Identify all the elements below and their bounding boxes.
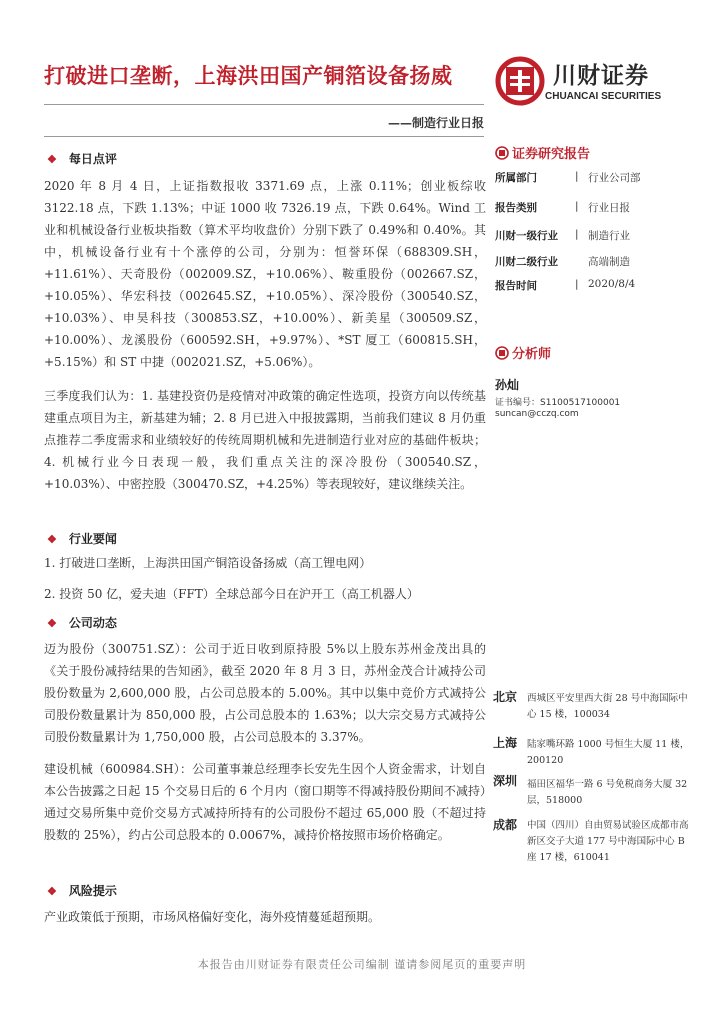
analyst-email[interactable]: suncan@cczq.com: [495, 409, 579, 419]
info-value: 行业日报: [588, 202, 630, 214]
info-key: 川财二级行业: [495, 256, 558, 268]
report-title: 打破进口垄断，上海洪田国产铜箔设备扬威: [44, 63, 453, 88]
office-city: 上海: [493, 736, 518, 750]
section-news-heading: [47, 530, 117, 547]
footer-disclaimer: 本报告由川财证券有限责任公司编制 谨请参阅尾页的重要声明: [197, 958, 527, 971]
info-key: 报告类别: [495, 202, 537, 214]
info-value: 2020/8/4: [588, 278, 636, 290]
analyst-title: 分析师: [512, 347, 552, 362]
section-company-heading: [47, 614, 117, 631]
header-rule: [44, 104, 484, 105]
subtitle-rule: [44, 136, 484, 137]
office-city: 深圳: [493, 774, 518, 788]
analyst-cert: 证书编号：S1100517100001: [495, 398, 621, 408]
logo-name-en: CHUANCAI SECURITIES: [545, 91, 662, 102]
info-key: 所属部门: [495, 172, 537, 184]
news-item: 2. 投资 50 亿，爱夫迪（FFT）全球总部今日在沪开工（高工机器人）: [44, 587, 419, 601]
section-company-title: 公司动态: [68, 616, 117, 630]
info-value: 行业公司部: [588, 172, 641, 184]
report-info-heading: [495, 143, 590, 162]
info-row-level2: [495, 254, 685, 272]
info-row-category: 报告类别 | 行业日报: [495, 200, 630, 214]
news-item: 1. 打破进口垄断，上海洪田国产铜箔设备扬威（高工锂电网）: [44, 556, 372, 570]
office-address: 中国（四川）自由贸易试验区成都市高新区交子大道 177 号中海国际中心 B 座 17 楼，610041: [527, 820, 689, 863]
section-daily-heading: [47, 150, 117, 167]
report-info-title: 证券研究报告: [512, 147, 591, 162]
info-row-date: 报告时间 | 2020/8/4: [495, 278, 636, 292]
section-daily-title: 每日点评: [68, 152, 117, 166]
diamond-bullet-icon: ❖: [47, 885, 57, 898]
diamond-bullet-icon: ❖: [47, 153, 57, 166]
office-address: 西城区平安里西大街 28 号中海国际中心 15 楼，100034: [527, 693, 688, 720]
info-key: 报告时间: [495, 280, 537, 292]
diamond-bullet-icon: ❖: [47, 533, 57, 546]
report-subtitle: ——制造行业日报: [387, 116, 484, 130]
section-news-title: 行业要闻: [68, 532, 117, 546]
company-paragraph-1: 迈为股份（300751.SZ）：公司于近日收到原持股 5%以上股东苏州金茂出具的《关于股份减持结果的告知函》，截至 2020 年 8 月 3 日，苏州金茂合计减持公司股份数量为 2,600,000 股，占公司总股本的 5.00%。其中以集中竞价方式减持公司股份数量累计为 850,000 股，占公司总股本的 1.63%；以大宗交易方式减持公司股份数量累计为 1,750,000 股，占公司总股本的 3.37%。: [44, 642, 486, 744]
analyst-name: 孙灿: [495, 378, 520, 392]
section-risk-title: 风险提示: [68, 884, 117, 898]
info-row-department: 所属部门 | 行业公司部: [495, 170, 641, 184]
info-value: 高端制造: [588, 256, 630, 268]
logo-name-cn: 川财证券: [553, 63, 649, 89]
analyst-badge-icon: [495, 346, 509, 360]
info-key: 川财一级行业: [495, 230, 558, 242]
info-value: 制造行业: [588, 230, 630, 242]
company-paragraph-2: 建设机械（600984.SH）：公司董事兼总经理李长安先生因个人资金需求，计划自本公告披露之日起 15 个交易日后的 6 个月内（窗口期等不得减持股份期间不减持）通过交易所集中竞价交易方式减持所持有的公司股份不超过 65,000 股（不超过持股数的 25%），约占公司总股本的 0.0067%，减持价格按照市场价格确定。: [44, 762, 486, 842]
risk-paragraph: 产业政策低于预期，市场风格偏好变化，海外疫情蔓延超预期。: [44, 910, 381, 924]
daily-paragraph-2: 三季度我们认为：1. 基建投资仍是疫情对冲政策的确定性选项，投资方向以传统基建重点项目为主，新基建为辅；2. 8 月已进入中报披露期，当前我们建议 8 月仍重点推荐二季度需求和业绩较好的传统周期机械和先进制造行业对应的基础件板块；4. 机械行业今日表现一般，我们重点关注的深冷股份（300540.SZ，+10.03%）、中密控股（300470.SZ，+4.25%）等表现较好，建议继续关注。: [44, 389, 486, 491]
office-city: 北京: [493, 690, 518, 704]
office-address: 陆家嘴环路 1000 号恒生大厦 11 楼，200120: [527, 739, 690, 766]
report-badge-icon: [495, 146, 509, 160]
office-address: 福田区福华一路 6 号免税商务大厦 32 层，518000: [527, 779, 688, 806]
office-city: 成都: [493, 818, 518, 832]
analyst-heading: [495, 343, 551, 362]
daily-paragraph-1: 2020 年 8 月 4 日，上证指数报收 3371.69 点，上涨 0.11%；创业板综收 3122.18 点，下跌 1.13%；中证 1000 收 7326.19 点，下跌 0.64%。Wind 工业和机械设备行业板块指数（算术平均收盘价）分别下跌了 0.49%和 0.40%。其中，机械设备行业有十个涨停的公司，分别为：恒誉环保（688309.SH，+11.61%）、天奇股份（002009.SZ，+10.06%）、鞍重股份（002667.SZ，+10.05%）、华宏科技（002645.SZ，+10.05%）、深冷股份（300540.SZ，+10.03%）、申昊科技（300853.SZ，+10.00%）、新美星（300509.SZ，+10.00%）、龙溪股份（600592.SH，+9.97%）、*ST 厦工（600815.SH，+5.15%）和 ST 中捷（002021.SZ，+5.06%）。: [44, 179, 486, 369]
info-row-level1: 川财一级行业 | 制造行业: [495, 228, 630, 242]
diamond-bullet-icon: ❖: [47, 617, 57, 630]
section-risk-heading: [47, 882, 117, 899]
